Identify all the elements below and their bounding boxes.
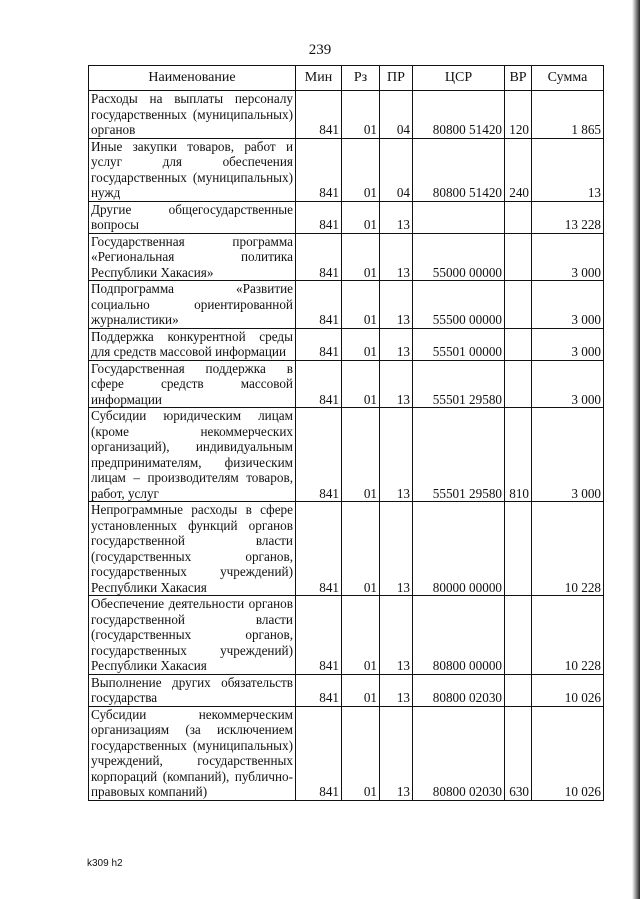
cell-name: Обеспечение деятельности органов государственной власти (государственных органов, государственных учреждений) Республики Хакасия [89, 596, 296, 675]
table-row [89, 360, 604, 408]
cell-pr: 13 [380, 201, 413, 233]
cell-name: Выполнение других обязательств государства [89, 674, 296, 706]
cell-sum: 10 228 [532, 596, 604, 675]
col-header-vr: ВР [505, 66, 532, 91]
cell-min: 841 [296, 502, 342, 596]
cell-rz: 01 [342, 138, 380, 201]
cell-vr [505, 674, 532, 706]
cell-min: 841 [296, 281, 342, 329]
cell-pr: 13 [380, 360, 413, 408]
cell-rz: 01 [342, 328, 380, 360]
cell-csr: 80800 51420 [413, 91, 505, 139]
cell-pr: 13 [380, 674, 413, 706]
table-row [89, 91, 604, 139]
cell-name: Подпрограмма «Развитие социально ориентированной журналистики» [89, 281, 296, 329]
cell-name: Поддержка конкурентной среды для средств массовой информации [89, 328, 296, 360]
cell-min: 841 [296, 233, 342, 281]
cell-sum: 10 026 [532, 674, 604, 706]
cell-rz: 01 [342, 408, 380, 502]
cell-min: 841 [296, 408, 342, 502]
page-number: 239 [308, 42, 332, 58]
cell-sum: 1 865 [532, 91, 604, 139]
cell-min: 841 [296, 706, 342, 800]
cell-csr: 55501 29580 [413, 408, 505, 502]
col-header-min: Мин [296, 66, 342, 91]
cell-csr: 55501 00000 [413, 328, 505, 360]
table-row [89, 281, 604, 329]
cell-rz: 01 [342, 233, 380, 281]
cell-csr: 80000 00000 [413, 502, 505, 596]
table-row [89, 596, 604, 675]
footer-code: k309 h2 [87, 858, 123, 869]
cell-sum: 10 228 [532, 502, 604, 596]
table-row [89, 674, 604, 706]
cell-rz: 01 [342, 281, 380, 329]
table-row [89, 233, 604, 281]
cell-sum: 3 000 [532, 281, 604, 329]
cell-min: 841 [296, 674, 342, 706]
col-header-csr: ЦСР [413, 66, 505, 91]
cell-name: Иные закупки товаров, работ и услуг для обеспечения государственных (муниципальных) нужд [89, 138, 296, 201]
table-row [89, 706, 604, 800]
cell-sum: 13 [532, 138, 604, 201]
cell-vr [505, 502, 532, 596]
cell-pr: 13 [380, 328, 413, 360]
col-header-sum: Сумма [532, 66, 604, 91]
cell-min: 841 [296, 91, 342, 139]
table-row [89, 201, 604, 233]
cell-pr: 13 [380, 596, 413, 675]
cell-csr: 80800 00000 [413, 596, 505, 675]
cell-min: 841 [296, 138, 342, 201]
cell-rz: 01 [342, 91, 380, 139]
cell-csr: 55501 29580 [413, 360, 505, 408]
cell-min: 841 [296, 596, 342, 675]
budget-table [88, 65, 604, 801]
cell-pr: 13 [380, 233, 413, 281]
cell-pr: 04 [380, 91, 413, 139]
table-row [89, 408, 604, 502]
col-header-name: Наименование [89, 66, 296, 91]
cell-pr: 13 [380, 502, 413, 596]
cell-csr: 55500 00000 [413, 281, 505, 329]
cell-vr [505, 281, 532, 329]
cell-min: 841 [296, 360, 342, 408]
cell-rz: 01 [342, 201, 380, 233]
cell-rz: 01 [342, 674, 380, 706]
cell-sum: 13 228 [532, 201, 604, 233]
cell-rz: 01 [342, 596, 380, 675]
cell-sum: 3 000 [532, 233, 604, 281]
cell-vr [505, 360, 532, 408]
cell-csr: 80800 51420 [413, 138, 505, 201]
cell-pr: 04 [380, 138, 413, 201]
cell-pr: 13 [380, 408, 413, 502]
cell-vr: 810 [505, 408, 532, 502]
cell-name: Непрограммные расходы в сфере установленных функций органов государственной власти (государственных органов, государственных учреждений) Республики Хакасия [89, 502, 296, 596]
cell-vr: 630 [505, 706, 532, 800]
col-header-pr: ПР [380, 66, 413, 91]
cell-pr: 13 [380, 281, 413, 329]
cell-vr [505, 201, 532, 233]
cell-csr [413, 201, 505, 233]
cell-sum: 3 000 [532, 408, 604, 502]
cell-vr [505, 328, 532, 360]
cell-vr [505, 596, 532, 675]
cell-name: Субсидии некоммерческим организациям (за исключением государственных (муниципальных) учреждений, государственных корпораций (компаний), публично-правовых компаний) [89, 706, 296, 800]
cell-name: Другие общегосударственные вопросы [89, 201, 296, 233]
cell-sum: 3 000 [532, 360, 604, 408]
cell-vr: 120 [505, 91, 532, 139]
cell-name: Расходы на выплаты персоналу государственных (муниципальных) органов [89, 91, 296, 139]
scan-edge-shadow [632, 0, 640, 899]
col-header-rz: Рз [342, 66, 380, 91]
cell-vr [505, 233, 532, 281]
cell-pr: 13 [380, 706, 413, 800]
table-row [89, 502, 604, 596]
cell-min: 841 [296, 201, 342, 233]
cell-csr: 80800 02030 [413, 674, 505, 706]
cell-name: Государственная поддержка в сфере средств массовой информации [89, 360, 296, 408]
cell-csr: 55000 00000 [413, 233, 505, 281]
cell-sum: 3 000 [532, 328, 604, 360]
cell-name: Субсидии юридическим лицам (кроме некоммерческих организаций), индивидуальным предпринимателям, физическим лицам – производителям товаров, работ, услуг [89, 408, 296, 502]
cell-vr: 240 [505, 138, 532, 201]
cell-rz: 01 [342, 360, 380, 408]
cell-csr: 80800 02030 [413, 706, 505, 800]
cell-rz: 01 [342, 502, 380, 596]
table-row [89, 328, 604, 360]
cell-min: 841 [296, 328, 342, 360]
table-row [89, 138, 604, 201]
table-header-row [89, 66, 604, 91]
cell-name: Государственная программа «Региональная политика Республики Хакасия» [89, 233, 296, 281]
cell-sum: 10 026 [532, 706, 604, 800]
cell-rz: 01 [342, 706, 380, 800]
